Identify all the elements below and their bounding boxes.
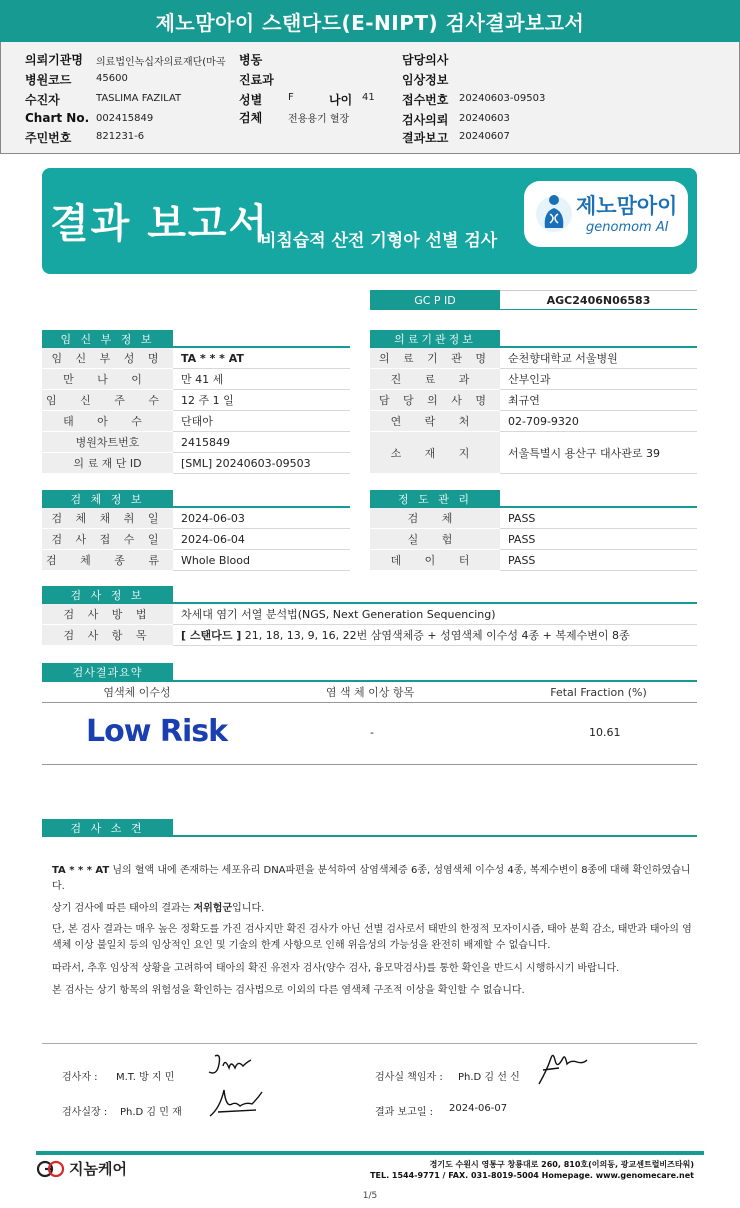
qc-data-label: 데 이 터: [370, 550, 500, 571]
rrn-value: 821231-6: [96, 131, 145, 142]
report-value: 20240607: [459, 131, 510, 142]
pregnant-name-label: 임 신 부 성 명: [42, 348, 173, 369]
test-method-value: 차세대 염기 서열 분석법(NGS, Next Generation Sequencing): [173, 604, 697, 625]
report-subtitle: 비침습적 산전 기형아 선별 검사: [260, 231, 498, 251]
foundation-id-label: 의 료 재 단 ID: [42, 453, 173, 474]
fetal-fraction-value: 10.61: [589, 726, 621, 739]
lab-head-value: Ph.D 김 선 신: [458, 1072, 520, 1083]
specimen-label: 검체: [239, 111, 263, 125]
director-label: 검사실장 :: [62, 1107, 108, 1118]
findings-p2-post: 입니다.: [232, 903, 265, 914]
pregnant-age-value: 만 41 세: [173, 369, 350, 390]
specimen-value: 전용용기 혈장: [288, 114, 350, 125]
receipt-date-value: 2024-06-04: [173, 529, 350, 550]
hospital-code-value: 45600: [96, 73, 128, 84]
genomecare-logo: [36, 1158, 127, 1179]
qc-header: 정 도 관 리: [370, 490, 500, 508]
report-label: 결과보고: [402, 131, 449, 145]
contact-value: 02-709-9320: [500, 411, 697, 432]
specimen-type-label: 검 체 종 류: [42, 550, 173, 571]
findings-header: 검 사 소 견: [42, 819, 173, 837]
lab-head-label: 검사실 책임자 :: [375, 1072, 443, 1083]
result-low-risk: Low Risk: [86, 714, 228, 749]
findings-paragraph-5: 본 검사는 상기 항목의 위험성을 확인하는 검사법으로 이외의 다른 염색체 구조적 이상을 확인할 수 없습니다.: [52, 985, 525, 996]
tester-value: M.T. 방 지 민: [116, 1072, 175, 1083]
logo-text-english: genomom AI: [586, 220, 669, 235]
age-label: 나이: [329, 93, 353, 107]
report-date-label: 결과 보고일 :: [375, 1107, 434, 1118]
qc-experiment-value: PASS: [500, 529, 697, 550]
physician-label: 담 당 의 사 명: [370, 390, 500, 411]
report-title-card: [42, 168, 697, 274]
report-title: 결과 보고서: [50, 201, 270, 247]
chart-no-label: Chart No.: [25, 111, 90, 125]
chart-number-label: 병원차트번호: [42, 432, 173, 453]
collection-date-label: 검 체 채 취 일: [42, 508, 173, 529]
summary-header: 검사결과요약: [42, 663, 173, 681]
summary-col-abnormal: 염 색 체 이상 항목: [325, 686, 415, 699]
summary-col-fetal-fraction: Fetal Fraction (%): [550, 685, 647, 699]
fetus-count-label: 태 아 수: [42, 411, 173, 432]
hospital-name-label: 의 료 기 관 명: [370, 348, 500, 369]
header-info-panel: [0, 42, 740, 154]
chart-number-value: 2415849: [173, 432, 350, 453]
test-info-header: 검 사 정 보: [42, 586, 173, 604]
pregnant-name-value: TA * * * AT: [173, 348, 350, 369]
test-items-list: 21, 18, 13, 9, 16, 22번 삼염색체증 + 성염색체 이수성 4종 + 복제수변이 8종: [241, 629, 630, 642]
hospital-dept-label: 진 료 과: [370, 369, 500, 390]
findings-p1-text: 님의 혈액 내에 존재하는 세포유리 DNA파편을 분석하여 삼염색체증 6종, 성염색체 이수성 4종, 복제수변이 8종에 대해 확인하였습니다.: [52, 865, 691, 892]
pregnant-age-label: 만 나 이: [42, 369, 173, 390]
ward-label: 병동: [239, 53, 263, 67]
findings-p2-pre: 상기 검사에 따른 태아의 결과는: [52, 903, 194, 914]
hospital-code-label: 병원코드: [25, 73, 72, 87]
foundation-id-value: [SML] 20240603-09503: [173, 453, 350, 474]
genomecare-logo-icon: [36, 1160, 66, 1178]
footer-company: 지놈케어: [69, 1160, 127, 1178]
pregnant-info-header: 임 신 부 정 보: [42, 330, 173, 348]
qc-specimen-value: PASS: [500, 508, 697, 529]
summary-col-aneuploidy: 염색체 이수성: [103, 686, 171, 699]
sex-value: F: [288, 92, 294, 103]
accession-label: 접수번호: [402, 93, 449, 107]
hospital-info-header: 의료기관정보: [370, 330, 500, 348]
qc-specimen-label: 검 체: [370, 508, 500, 529]
department-label: 진료과: [239, 73, 274, 87]
doctor-label: 담당의사: [402, 53, 449, 67]
request-label: 검사의뢰: [402, 113, 449, 127]
sex-label: 성별: [239, 93, 263, 107]
findings-risk-group: 저위험군: [193, 903, 233, 914]
age-value: 41: [362, 92, 375, 103]
specimen-type-value: Whole Blood: [173, 550, 350, 571]
institution-value: 의료법인녹십자의료재단(마곡: [96, 57, 226, 68]
genomom-logo: [524, 181, 688, 247]
test-items-label: 검 사 항 목: [42, 625, 173, 646]
abnormal-value: -: [370, 726, 374, 739]
fetus-count-value: 단태아: [173, 411, 350, 432]
patient-label: 수진자: [25, 93, 60, 107]
findings-paragraph-3: 단, 본 검사 결과는 매우 높은 정확도를 가진 검사지만 확진 검사가 아닌 선별 검사로서 태반의 한정적 모자이시즘, 태아 분획 감소, 태반과 태아의 염색체 이상 불일치 등의 임상적인 요인 및 기술의 한계 사항으로 인해 위음성의 가능성을 완전히 배제할 수 없습니다.: [52, 924, 692, 951]
director-signature: [206, 1084, 264, 1120]
findings-paragraph-2: [52, 901, 697, 917]
rrn-label: 주민번호: [25, 131, 72, 145]
patient-value: TASLIMA FAZILAT: [96, 93, 182, 104]
footer-address: 경기도 수원시 영통구 창룡대로 260, 810호(이의동, 광교센트럴비즈타워): [429, 1160, 694, 1169]
lab-head-signature: [533, 1050, 589, 1088]
receipt-date-label: 검 사 접 수 일: [42, 529, 173, 550]
findings-patient-name: TA * * * AT: [52, 865, 110, 876]
qc-experiment-label: 실 험: [370, 529, 500, 550]
clinical-info-label: 임상정보: [402, 73, 449, 87]
test-method-label: 검 사 방 법: [42, 604, 173, 625]
specimen-info-header: 검 체 정 보: [42, 490, 173, 508]
page-number: 1/5: [362, 1191, 378, 1201]
tester-signature: [205, 1050, 255, 1084]
tester-label: 검사자 :: [62, 1072, 98, 1083]
gestation-value: 12 주 1 일: [173, 390, 350, 411]
director-value: Ph.D 김 민 재: [120, 1107, 182, 1118]
address-label: 소 재 지: [370, 432, 500, 474]
findings-paragraph-4: 따라서, 추후 임상적 상황을 고려하여 태아의 확진 유전자 검사(양수 검사, 융모막검사)를 통한 확인을 반드시 시행하시기 바랍니다.: [52, 963, 620, 974]
hospital-name-value: 순천향대학교 서울병원: [500, 348, 697, 369]
test-items-package: [ 스탠다드 ]: [181, 629, 242, 642]
qc-data-value: PASS: [500, 550, 697, 571]
footer-divider: [36, 1151, 704, 1155]
physician-value: 최규연: [500, 390, 697, 411]
gestation-label: 임 신 주 수: [42, 390, 173, 411]
footer-contact: TEL. 1544-9771 / FAX. 031-8019-5004 Homepage. www.genomecare.net: [370, 1171, 694, 1180]
findings-paragraph-1: [52, 863, 697, 895]
hospital-dept-value: 산부인과: [500, 369, 697, 390]
test-items-value: [173, 625, 697, 646]
logo-text-korean: 제노맘아이: [576, 194, 678, 218]
report-date-value: 2024-06-07: [449, 1103, 508, 1114]
gcpid-label: GC P ID: [370, 290, 500, 310]
gcpid-value: AGC2406N06583: [500, 290, 697, 310]
address-value: 서울특별시 용산구 대사관로 39: [500, 432, 697, 474]
report-banner-title: 제노맘아이 스탠다드(E-NIPT) 검사결과보고서: [0, 0, 740, 42]
collection-date-value: 2024-06-03: [173, 508, 350, 529]
request-value: 20240603: [459, 113, 510, 124]
genomom-logo-icon: [534, 190, 574, 236]
chart-no-value: 002415849: [96, 113, 154, 124]
accession-value: 20240603-09503: [459, 93, 546, 104]
contact-label: 연 락 처: [370, 411, 500, 432]
institution-label: 의뢰기관명: [25, 53, 83, 67]
